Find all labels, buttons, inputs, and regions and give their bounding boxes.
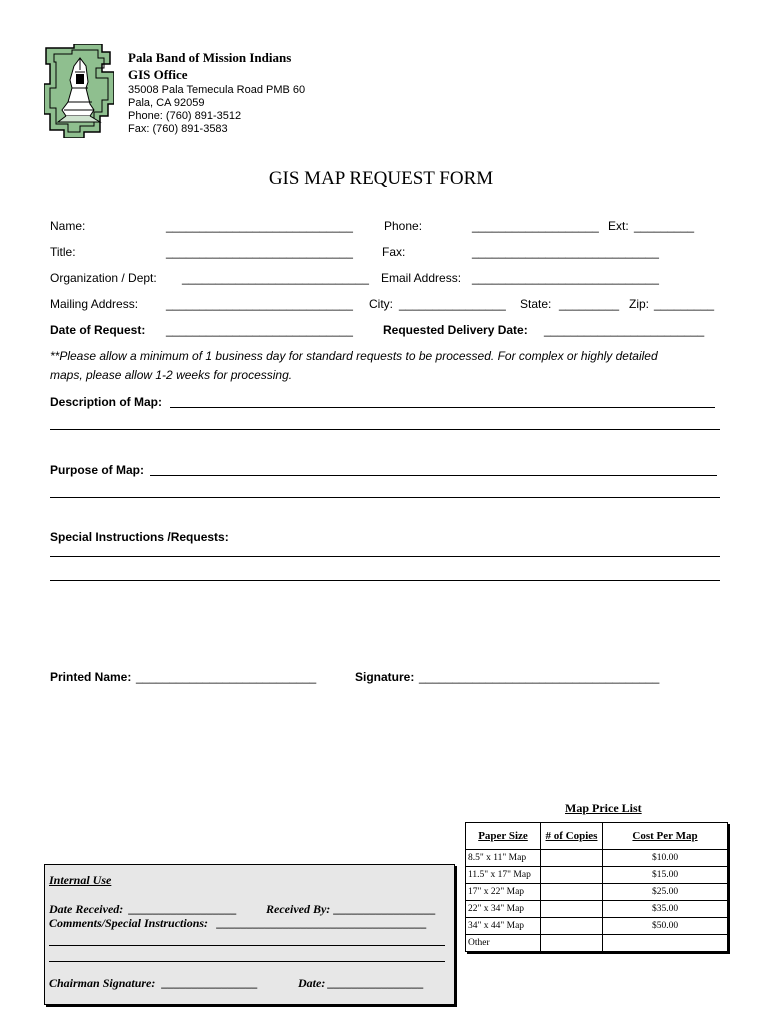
phone-number: Phone: (760) 891-3512: [128, 110, 242, 122]
state-label: State:: [520, 297, 552, 311]
price-list-title: Map Price List: [565, 801, 642, 815]
copies-cell[interactable]: [541, 901, 603, 918]
pala-logo-icon: [44, 44, 114, 138]
paper-size-cell: Other: [466, 935, 541, 952]
comments-field-line-2[interactable]: [49, 945, 445, 946]
special-instructions-field-line-2[interactable]: [50, 580, 720, 581]
phone-label: Phone:: [384, 219, 423, 233]
table-row: [466, 918, 728, 935]
printed-name-field[interactable]: ___________________________: [136, 670, 317, 684]
internal-date-field[interactable]: ________________: [328, 976, 424, 990]
address-line-1: 35008 Pala Temecula Road PMB 60: [128, 84, 306, 96]
ext-field[interactable]: _________: [634, 219, 695, 233]
signature-label: Signature:: [355, 670, 415, 684]
name-field[interactable]: ____________________________: [166, 219, 353, 233]
cost-cell: $25.00: [603, 884, 728, 901]
date-of-request-label: Date of Request:: [50, 323, 146, 337]
copies-cell[interactable]: [541, 884, 603, 901]
special-instructions-label: Special Instructions /Requests:: [50, 530, 229, 544]
org-name: Pala Band of Mission Indians: [128, 50, 292, 65]
zip-field[interactable]: _________: [654, 297, 715, 311]
cost-cell: [603, 935, 728, 952]
description-field-line-2[interactable]: [50, 429, 720, 430]
processing-note-line-2: maps, please allow 1-2 weeks for processing.: [50, 368, 293, 382]
organization-field[interactable]: ____________________________: [182, 271, 369, 285]
table-row: [466, 935, 728, 952]
table-row: [466, 884, 728, 901]
cost-cell: $15.00: [603, 867, 728, 884]
col-header-cost: Cost Per Map: [603, 823, 728, 850]
delivery-date-label: Requested Delivery Date:: [383, 323, 528, 337]
col-header-paper-size: Paper Size: [466, 823, 541, 850]
table-row: [466, 867, 728, 884]
organization-label: Organization / Dept:: [50, 271, 157, 285]
table-row: [466, 901, 728, 918]
form-title: GIS MAP REQUEST FORM: [268, 168, 494, 189]
date-received-field[interactable]: __________________: [129, 902, 237, 916]
paper-size-cell: 8.5" x 11" Map: [466, 850, 541, 867]
fax-field[interactable]: ____________________________: [472, 245, 659, 259]
copies-cell[interactable]: [541, 935, 603, 952]
cost-cell: $10.00: [603, 850, 728, 867]
city-label: City:: [369, 297, 393, 311]
col-header-copies: # of Copies: [541, 823, 603, 850]
printed-name-label: Printed Name:: [50, 670, 132, 684]
cost-cell: $35.00: [603, 901, 728, 918]
purpose-label: Purpose of Map:: [50, 463, 145, 477]
fax-label: Fax:: [382, 245, 406, 259]
name-label: Name:: [50, 219, 86, 233]
signature-field[interactable]: ____________________________________: [419, 670, 660, 684]
paper-size-cell: 17" x 22" Map: [466, 884, 541, 901]
date-of-request-field[interactable]: ____________________________: [166, 323, 353, 337]
paper-size-cell: 22" x 34" Map: [466, 901, 541, 918]
comments-field-line-3[interactable]: [49, 961, 445, 962]
paper-size-cell: 34" x 44" Map: [466, 918, 541, 935]
description-field[interactable]: [170, 407, 715, 408]
zip-label: Zip:: [629, 297, 650, 311]
purpose-field-line-2[interactable]: [50, 497, 720, 498]
processing-note-line-1: **Please allow a minimum of 1 business day for standard requests to be processed. For complex or highly detailed: [50, 349, 658, 363]
description-label: Description of Map:: [50, 395, 163, 409]
internal-date-label: Date:: [298, 976, 326, 990]
price-table: [465, 822, 728, 952]
received-by-label: Received By:: [266, 902, 331, 916]
state-field[interactable]: _________: [559, 297, 620, 311]
title-label: Title:: [50, 245, 76, 259]
date-received-label: Date Received:: [49, 902, 124, 916]
comments-field[interactable]: ___________________________________: [217, 916, 427, 930]
internal-use-heading: Internal Use: [49, 873, 112, 887]
received-by-field[interactable]: _________________: [334, 902, 436, 916]
internal-use-box: [44, 864, 455, 1005]
city-field[interactable]: ________________: [399, 297, 506, 311]
purpose-field[interactable]: [150, 475, 717, 476]
mailing-address-label: Mailing Address:: [50, 297, 139, 311]
title-field[interactable]: ____________________________: [166, 245, 353, 259]
delivery-date-field[interactable]: ________________________: [544, 323, 705, 337]
table-row: [466, 850, 728, 867]
office-name: GIS Office: [128, 67, 188, 82]
copies-cell[interactable]: [541, 918, 603, 935]
paper-size-cell: 11.5" x 17" Map: [466, 867, 541, 884]
comments-label: Comments/Special Instructions:: [49, 916, 209, 930]
copies-cell[interactable]: [541, 850, 603, 867]
copies-cell[interactable]: [541, 867, 603, 884]
ext-label: Ext:: [608, 219, 629, 233]
chairman-signature-field[interactable]: ________________: [162, 976, 258, 990]
cost-cell: $50.00: [603, 918, 728, 935]
phone-field[interactable]: ___________________: [472, 219, 599, 233]
special-instructions-field[interactable]: [50, 556, 720, 557]
chairman-signature-label: Chairman Signature:: [49, 976, 156, 990]
email-label: Email Address:: [381, 271, 462, 285]
fax-number: Fax: (760) 891-3583: [128, 123, 228, 135]
mailing-address-field[interactable]: ____________________________: [166, 297, 353, 311]
email-field[interactable]: ____________________________: [472, 271, 659, 285]
address-line-2: Pala, CA 92059: [128, 97, 205, 109]
